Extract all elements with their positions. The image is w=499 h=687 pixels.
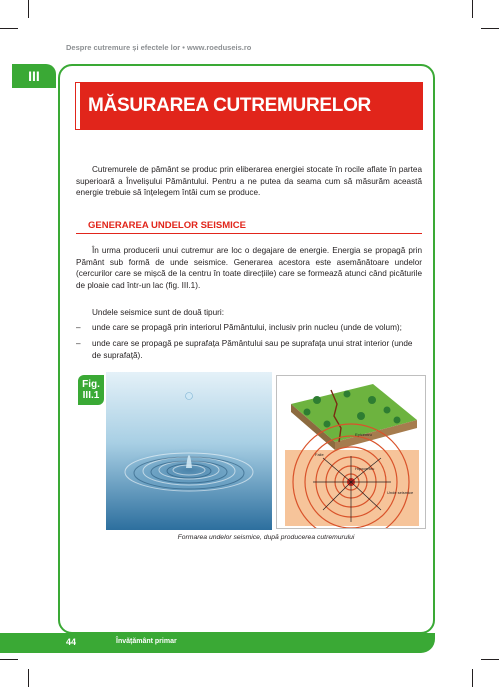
section-heading-text: GENERAREA UNDELOR SEISMICE [88, 220, 246, 231]
crop-mark [481, 28, 499, 29]
footer-bar [0, 633, 435, 653]
list-item-text: unde care se propagă prin interiorul Pământului, inclusiv prin nucleu (unde de volum); [92, 323, 402, 332]
page-number: 44 [66, 637, 77, 647]
water-drop-photo [106, 372, 272, 530]
bullet-dash: – [76, 339, 81, 348]
crop-mark [0, 659, 18, 660]
chapter-tab: III [12, 64, 56, 88]
crop-mark [28, 0, 29, 18]
seismic-wave-diagram [276, 375, 426, 529]
intro-paragraph: Cutremurele de pământ se produc prin eliberarea energiei stocate în rocile aflate în partea superioară a Învelișului Pământului. Pentru a ne putea da seama cum să măsurăm această energie trebuie să înțelegem întâi cum se produce. [76, 165, 422, 198]
page-title: MĂSURAREA CUTREMURELOR [88, 95, 371, 116]
diagram-label-epicenter: Epicentru [355, 432, 372, 437]
crop-mark [0, 28, 18, 29]
list-item-text: unde care se propagă pe suprafața Pământului sau pe suprafața unui strat interior (unde de suprafață). [92, 339, 413, 360]
running-header: Despre cutremure și efectele lor • www.roeduseis.ro [66, 43, 252, 52]
footer-text: Învățământ primar [116, 638, 177, 645]
diagram-label-hypocenter: Hipocentru [355, 466, 375, 471]
bullet-dash: – [76, 323, 81, 332]
figure-label: Fig. III.1 [78, 375, 104, 405]
diagram-label-fault: Falie [315, 452, 324, 457]
crop-mark [472, 669, 473, 687]
figure-caption: Formarea undelor seismice, după producerea cutremurului [177, 534, 355, 541]
section-paragraph-2: Undele seismice sunt de două tipuri: [92, 308, 224, 317]
crop-mark [28, 669, 29, 687]
section-paragraph-1: În urma producerii unui cutremur are loc o degajare de energie. Energia se propagă prin Pământ sub formă de unde seismice. Generarea acestora este asemănătoare undelor (cercurilor care se mișcă de la centru în toate direcțiile) care se formează atunci când picăturile de ploaie cad într-un lac (fig. III.1). [76, 246, 422, 290]
diagram-label-waves: Unde seismice [387, 490, 414, 495]
title-bar [76, 83, 422, 129]
crop-mark [481, 659, 499, 660]
crop-mark [472, 0, 473, 18]
section-heading [76, 219, 422, 234]
